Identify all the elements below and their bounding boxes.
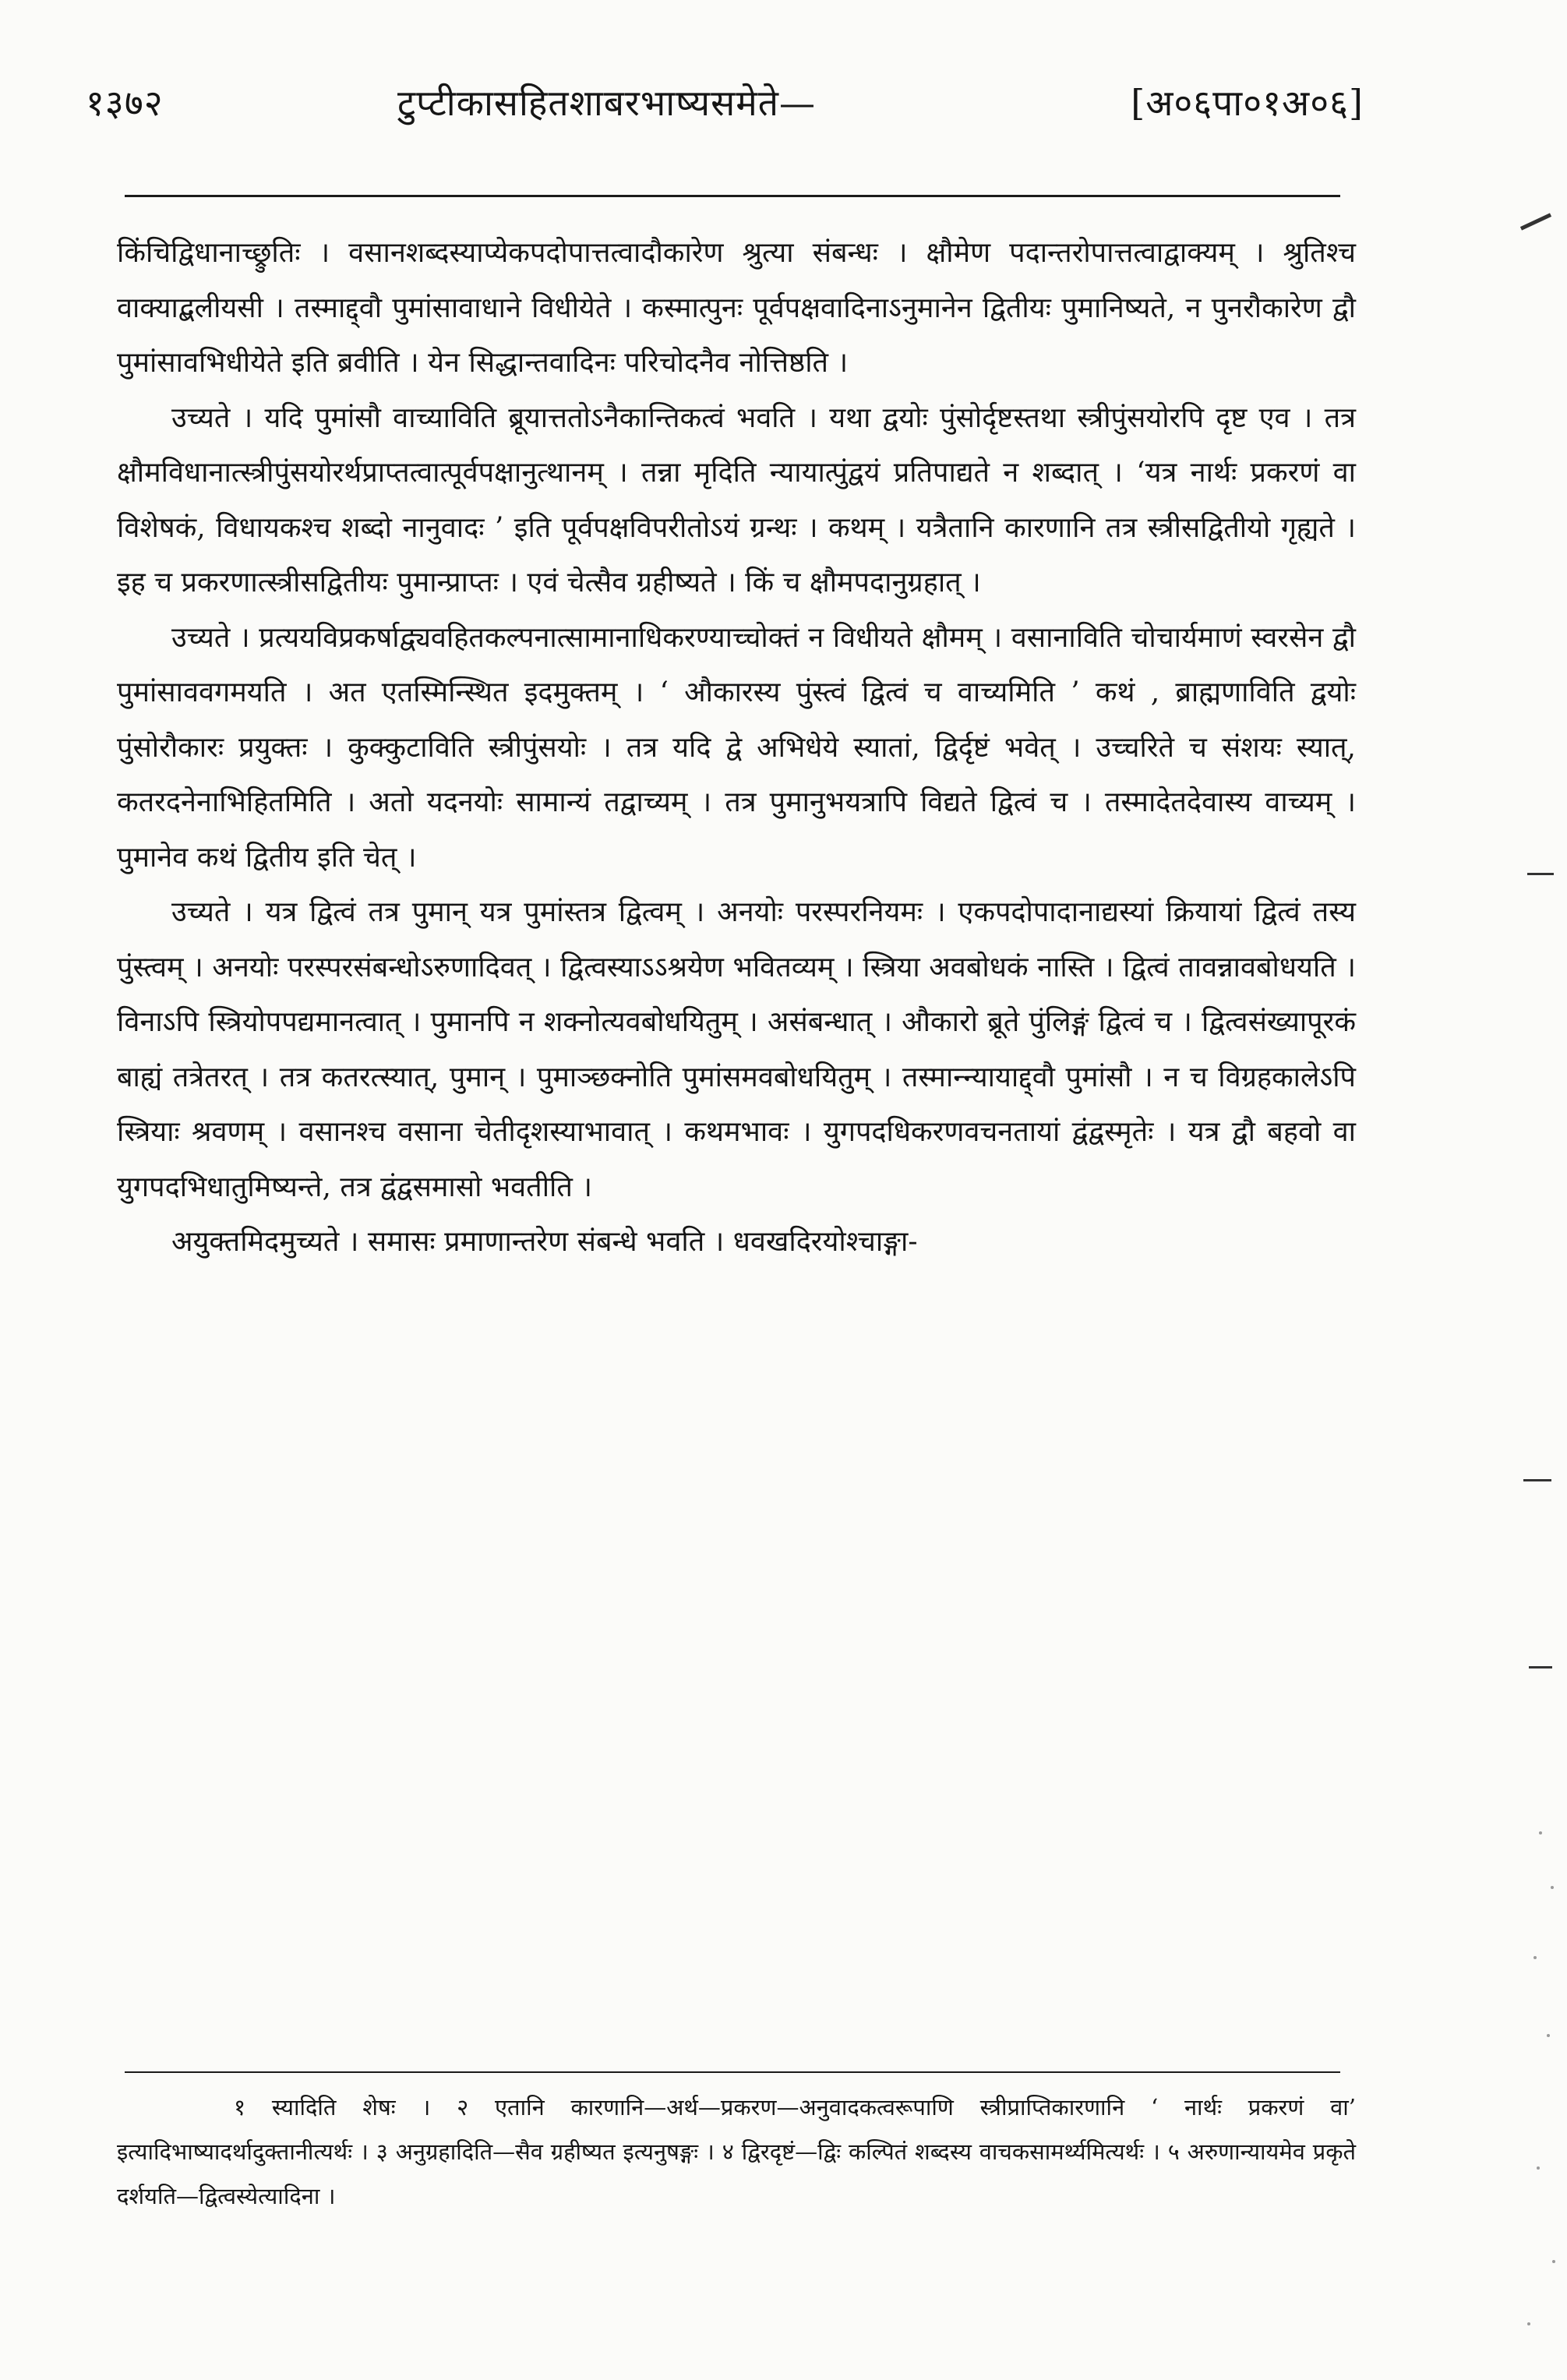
paper-speck [1551,1886,1554,1889]
paragraph: उच्यते । यत्र द्वित्वं तत्र पुमान् यत्र पुमांस्तत्र द्वित्वम् । अनयोः परस्परनियमः । एकपदोपादानाद्यस्यां क्रियायां द्वित्वं तस्य पुंस्त्वम् । अनयोः परस्परसंबन्धोऽरुणादिवत् । द्वित्वस्याऽऽश्रयेण भवितव्यम् । स्त्रिया अवबोधकं नास्ति । द्वित्वं तावन्नावबोधयति । विनाऽपि स्त्रियोपपद्यमानत्वात् । पुमानपि न शक्नोत्यवबोधयितुम् । असंबन्धात् । औकारो ब्रूते पुंलिङ्गं द्वित्वं च । द्वित्वसंख्यापूरकं बाह्यं तत्रेतरत् । तत्र कतरत्स्यात्, पुमान् । पुमाञ्छक्नोति पुमांसमवबोधयितुम् । तस्मान्न्यायाद्द्वौ पुमांसौ । न च विग्रहकालेऽपि स्त्रियाः श्रवणम् । वसानश्च वसाना चेतीदृशस्याभावात् । कथमभावः । युगपदधिकरणवचनतायां द्वंद्वस्मृतेः । यत्र द्वौ बहवो वा युगपदभिधातुमिष्यन्ते, तत्र द्वंद्वसमासो भवतीति । [117,896,1356,1203]
section-reference: [अ०६पा०१अ०६] [1131,82,1364,124]
margin-mark [1520,213,1551,230]
paper-speck [1537,2166,1540,2170]
page-header [86,78,1364,140]
page-number: १३७२ [86,82,164,124]
margin-mark [1527,873,1554,875]
paragraph: किंचिद्विधानाच्छ्रुतिः । वसानशब्दस्याप्येकपदोपात्तत्वादौकारेण श्रुत्या संबन्धः । क्षौमेण पदान्तरोपात्तत्वाद्वाक्यम् । श्रुतिश्च वाक्याद्बलीयसी । तस्माद्द्वौ पुमांसावाधाने विधीयेते । कस्मात्पुनः पूर्वपक्षवादिनाऽनुमानेन द्वितीयः पुमानिष्यते, न पुनरौकारेण द्वौ पुमांसावभिधीयेते इति ब्रवीति । येन सिद्धान्तवादिनः परिचोदनैव नोत्तिष्ठति । [117,237,1356,379]
footnotes [117,2085,1356,2219]
paragraph: अयुक्तमिदमुच्यते । समासः प्रमाणान्तरेण संबन्धे भवति । धवखदिरयोश्चाङ्गा- [171,1226,918,1258]
paper-speck [1552,2260,1555,2263]
paper-speck [1547,2034,1550,2037]
paragraph: उच्यते । प्रत्ययविप्रकर्षाद्व्यवहितकल्पनात्सामानाधिकरण्याच्चोक्तं न विधीयते क्षौमम् । वसानाविति चोचार्यमाणं स्वरसेन द्वौ पुमांसाववगमयति । अत एतस्मिन्स्थित इदमुक्तम् । ‘ औकारस्य पुंस्त्वं द्वित्वं च वाच्यमिति ’ कथं , ब्राह्मणाविति द्वयोः पुंसोरौकारः प्रयुक्तः । कुक्कुटाविति स्त्रीपुंसयोः । तत्र यदि द्वे अभिधेये स्यातां, द्विर्दृष्टं भवेत् । उच्चरिते च संशयः स्यात्, कतरदनेनाभिहितमिति । अतो यदनयोः सामान्यं तद्वाच्यम् । तत्र पुमानुभयत्रापि विद्यते द्वित्वं च । तस्मादेतदेवास्य वाच्यम् । पुमानेव कथं द्वितीय इति चेत् । [117,621,1356,874]
paragraph: उच्यते । यदि पुमांसौ वाच्याविति ब्रूयात्ततोऽनैकान्तिकत्वं भवति । यथा द्वयोः पुंसोर्दृष्टस्तथा स्त्रीपुंसयोरपि दृष्ट एव । तत्र क्षौमविधानात्स्त्रीपुंसयोरर्थप्राप्तत्वात्पूर्वपक्षानुत्थानम् । तन्ना मृदिति न्यायात्पुंद्वयं प्रतिपाद्यते न शब्दात् । ‘यत्र नार्थः प्रकरणं वा विशेषकं, विधायकश्च शब्दो नानुवादः ’ इति पूर्वपक्षविपरीतोऽयं ग्रन्थः । कथम् । यत्रैतानि कारणानि तत्र स्त्रीसद्वितीयो गृह्यते । इह च प्रकरणात्स्त्रीसद्वितीयः पुमान्प्राप्तः । एवं चेत्सैव ग्रहीष्यते । किं च क्षौमपदानुग्रहात् । [117,401,1356,599]
margin-mark [1529,1666,1552,1668]
running-title: टुप्टीकासहितशाबरभाष्यसमेते— [397,82,816,124]
margin-mark [1523,1479,1551,1481]
paper-speck [1527,2322,1530,2325]
paper-speck [1539,1831,1542,1834]
footnote-rule [125,2071,1340,2073]
header-rule [125,195,1340,197]
footnote-block: १ स्यादिति शेषः । २ एतानि कारणानि—अर्थ—प्रकरण—अनुवादकत्वरूपाणि स्त्रीप्राप्तिकारणानि ‘ नार्थः प्रकरणं वा’ इत्यादिभाष्यादर्थादुक्तानीत्यर्थः । ३ अनुग्रहादिति—सैव ग्रहीष्यत इत्यनुषङ्गः । ४ द्विरदृष्टं—द्विः कल्पितं शब्दस्य वाचकसामर्थ्यमित्यर्थः । ५ अरुणान्यायमेव प्रकृते दर्शयति—द्वित्वस्येत्यादिना । [117,2094,1356,2209]
main-text [117,226,1356,1270]
paper-speck [1533,1956,1537,1959]
